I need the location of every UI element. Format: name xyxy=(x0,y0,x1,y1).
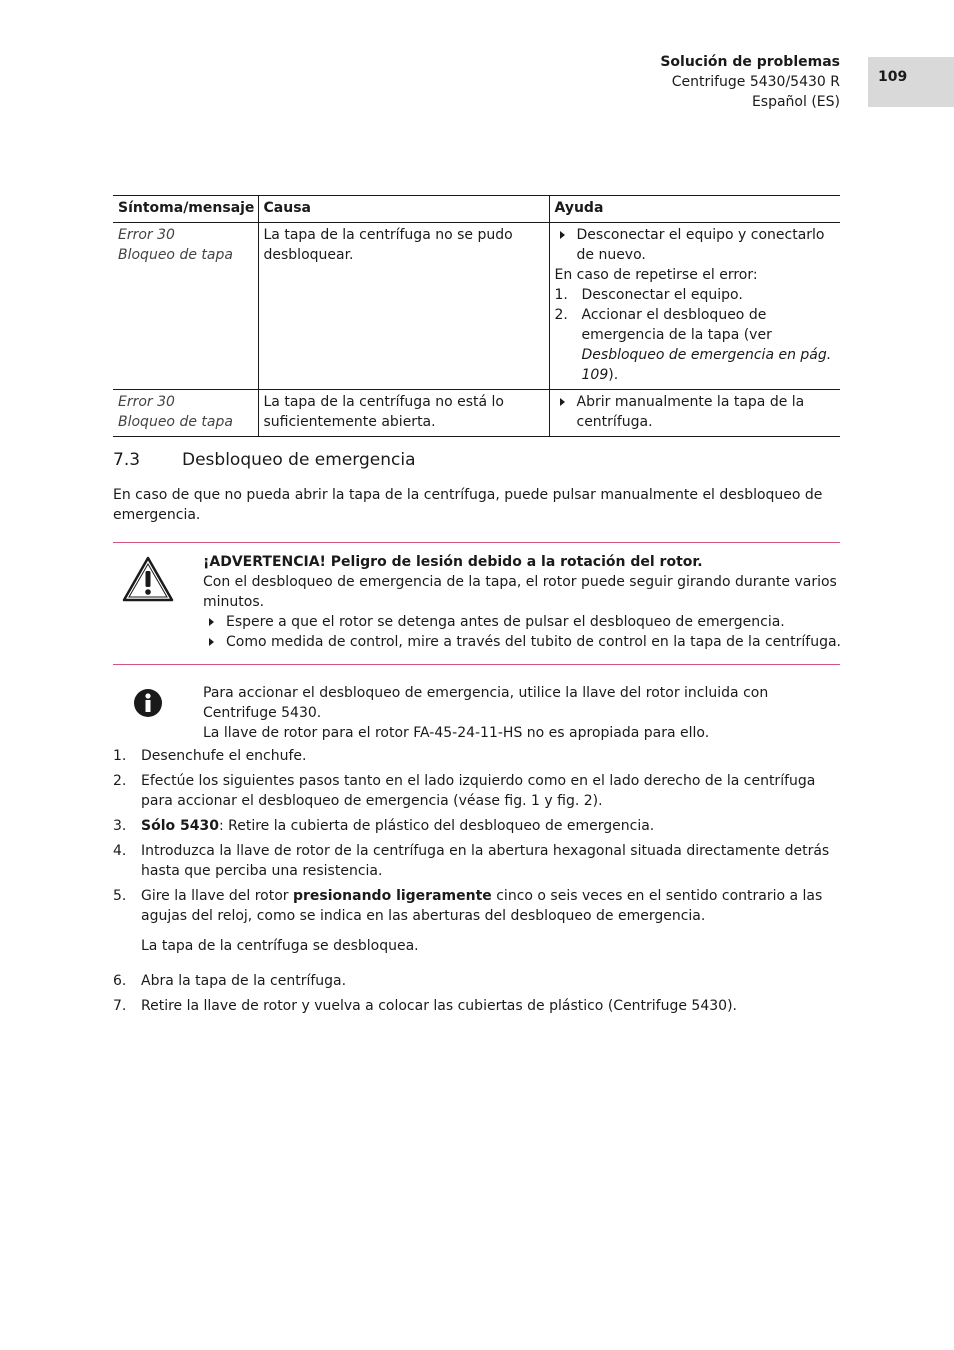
help-cell xyxy=(549,223,840,390)
list-item xyxy=(113,771,840,811)
header-product: Centrifuge 5430/5430 R xyxy=(671,74,840,90)
step-number: 3. xyxy=(113,818,127,834)
list-item xyxy=(113,996,840,1016)
header-section-title: Solución de problemas xyxy=(660,54,840,70)
help-step-text: Desconectar el equipo. xyxy=(581,287,743,303)
header-language: Español (ES) xyxy=(751,94,840,110)
list-item xyxy=(113,886,840,926)
list-item xyxy=(113,971,840,991)
step-text-end: cinco o seis veces en el sentido contrario a las agujas del reloj, como se indica en las aberturas del desbloqueo de emergencia. xyxy=(141,888,823,924)
help-step-text: Accionar el desbloqueo de emergencia de la tapa (ver xyxy=(581,307,772,343)
help-step xyxy=(555,285,836,305)
troubleshooting-table xyxy=(113,195,840,437)
warning-bullet: Espere a que el rotor se detenga antes de pulsar el desbloqueo de emergencia. xyxy=(203,612,843,632)
step-number: 7. xyxy=(113,998,127,1014)
col-header-help: Ayuda xyxy=(549,196,840,223)
step-text: Efectúe los siguientes pasos tanto en el lado izquierdo como en el lado derecho de la centrífuga para accionar el desbloqueo de emergencia (véase fig. 1 y fig. 2). xyxy=(141,773,816,809)
symptom-cell xyxy=(113,223,258,390)
info-icon xyxy=(133,688,163,722)
step-number: 1. xyxy=(113,748,127,764)
cause-cell: La tapa de la centrífuga no se pudo desbloquear. xyxy=(258,223,549,390)
section-title: Desbloqueo de emergencia xyxy=(182,450,416,470)
symptom-cell xyxy=(113,390,258,437)
warning-triangle-icon xyxy=(121,555,175,607)
procedure-steps xyxy=(113,746,840,1021)
step-result: La tapa de la centrífuga se desbloquea. xyxy=(141,938,419,954)
step-text: Abra la tapa de la centrífuga. xyxy=(141,973,347,989)
table-row xyxy=(113,223,840,390)
help-cell xyxy=(549,390,840,437)
section-heading xyxy=(113,450,415,470)
info-text: Para accionar el desbloqueo de emergencia, utilice la llave del rotor incluida con Centrifuge 5430. xyxy=(203,685,769,721)
step-number: 6. xyxy=(113,973,127,989)
symptom-code: Error 30 xyxy=(118,227,175,243)
step-text-bold: Sólo 5430 xyxy=(141,818,219,834)
col-header-symptom: Síntoma/mensaje xyxy=(113,196,258,223)
warning-body xyxy=(203,552,843,652)
step-text: Retire la llave de rotor y vuelva a colocar las cubiertas de plástico (Centrifuge 5430). xyxy=(141,998,737,1014)
step-text: Gire la llave del rotor xyxy=(141,888,293,904)
section-number: 7.3 xyxy=(113,450,141,470)
warning-box xyxy=(113,542,840,665)
col-header-cause: Causa xyxy=(258,196,549,223)
step-text: Desenchufe el enchufe. xyxy=(141,748,307,764)
table-row xyxy=(113,390,840,437)
page-number: 109 xyxy=(868,57,954,107)
help-step xyxy=(555,305,836,385)
warning-title: ¡ADVERTENCIA! Peligro de lesión debido a la rotación del rotor. xyxy=(203,554,703,570)
cause-cell: La tapa de la centrífuga no está lo suficientemente abierta. xyxy=(258,390,549,437)
help-bullet: Desconectar el equipo y conectarlo de nuevo. xyxy=(555,225,836,265)
step-number: 2. xyxy=(113,773,127,789)
step-number: 4. xyxy=(113,843,127,859)
help-step-text-end: ). xyxy=(608,367,619,383)
section-intro: En caso de que no pueda abrir la tapa de la centrífuga, puede pulsar manualmente el desbloqueo de emergencia. xyxy=(113,487,823,523)
page-header xyxy=(660,52,840,112)
step-text-bold: presionando ligeramente xyxy=(293,888,492,904)
step-text: : Retire la cubierta de plástico del desbloqueo de emergencia. xyxy=(218,818,655,834)
help-repeat-text: En caso de repetirse el error: xyxy=(554,267,758,283)
warning-bullet: Como medida de control, mire a través del tubito de control en la tapa de la centrífuga. xyxy=(203,632,843,652)
info-body xyxy=(203,683,843,743)
list-item xyxy=(113,816,840,836)
list-item xyxy=(113,841,840,881)
step-text: Introduzca la llave de rotor de la centrífuga en la abertura hexagonal situada directamente detrás hasta que perciba una resistencia. xyxy=(141,843,830,879)
cross-reference-link[interactable]: Desbloqueo de emergencia en pág. 109 xyxy=(581,347,832,383)
step-number: 5. xyxy=(113,888,127,904)
warning-text: Con el desbloqueo de emergencia de la tapa, el rotor puede seguir girando durante varios minutos. xyxy=(203,574,837,610)
table-header-row xyxy=(113,196,840,223)
symptom-code: Error 30 xyxy=(118,394,175,410)
list-item xyxy=(113,746,840,766)
help-bullet: Abrir manualmente la tapa de la centrífuga. xyxy=(555,392,836,432)
info-text: La llave de rotor para el rotor FA-45-24-11-HS no es apropiada para ello. xyxy=(203,725,710,741)
symptom-message: Bloqueo de tapa xyxy=(118,247,233,263)
symptom-message: Bloqueo de tapa xyxy=(118,414,233,430)
help-step-number: 1. xyxy=(554,287,568,303)
help-step-number: 2. xyxy=(554,307,568,323)
